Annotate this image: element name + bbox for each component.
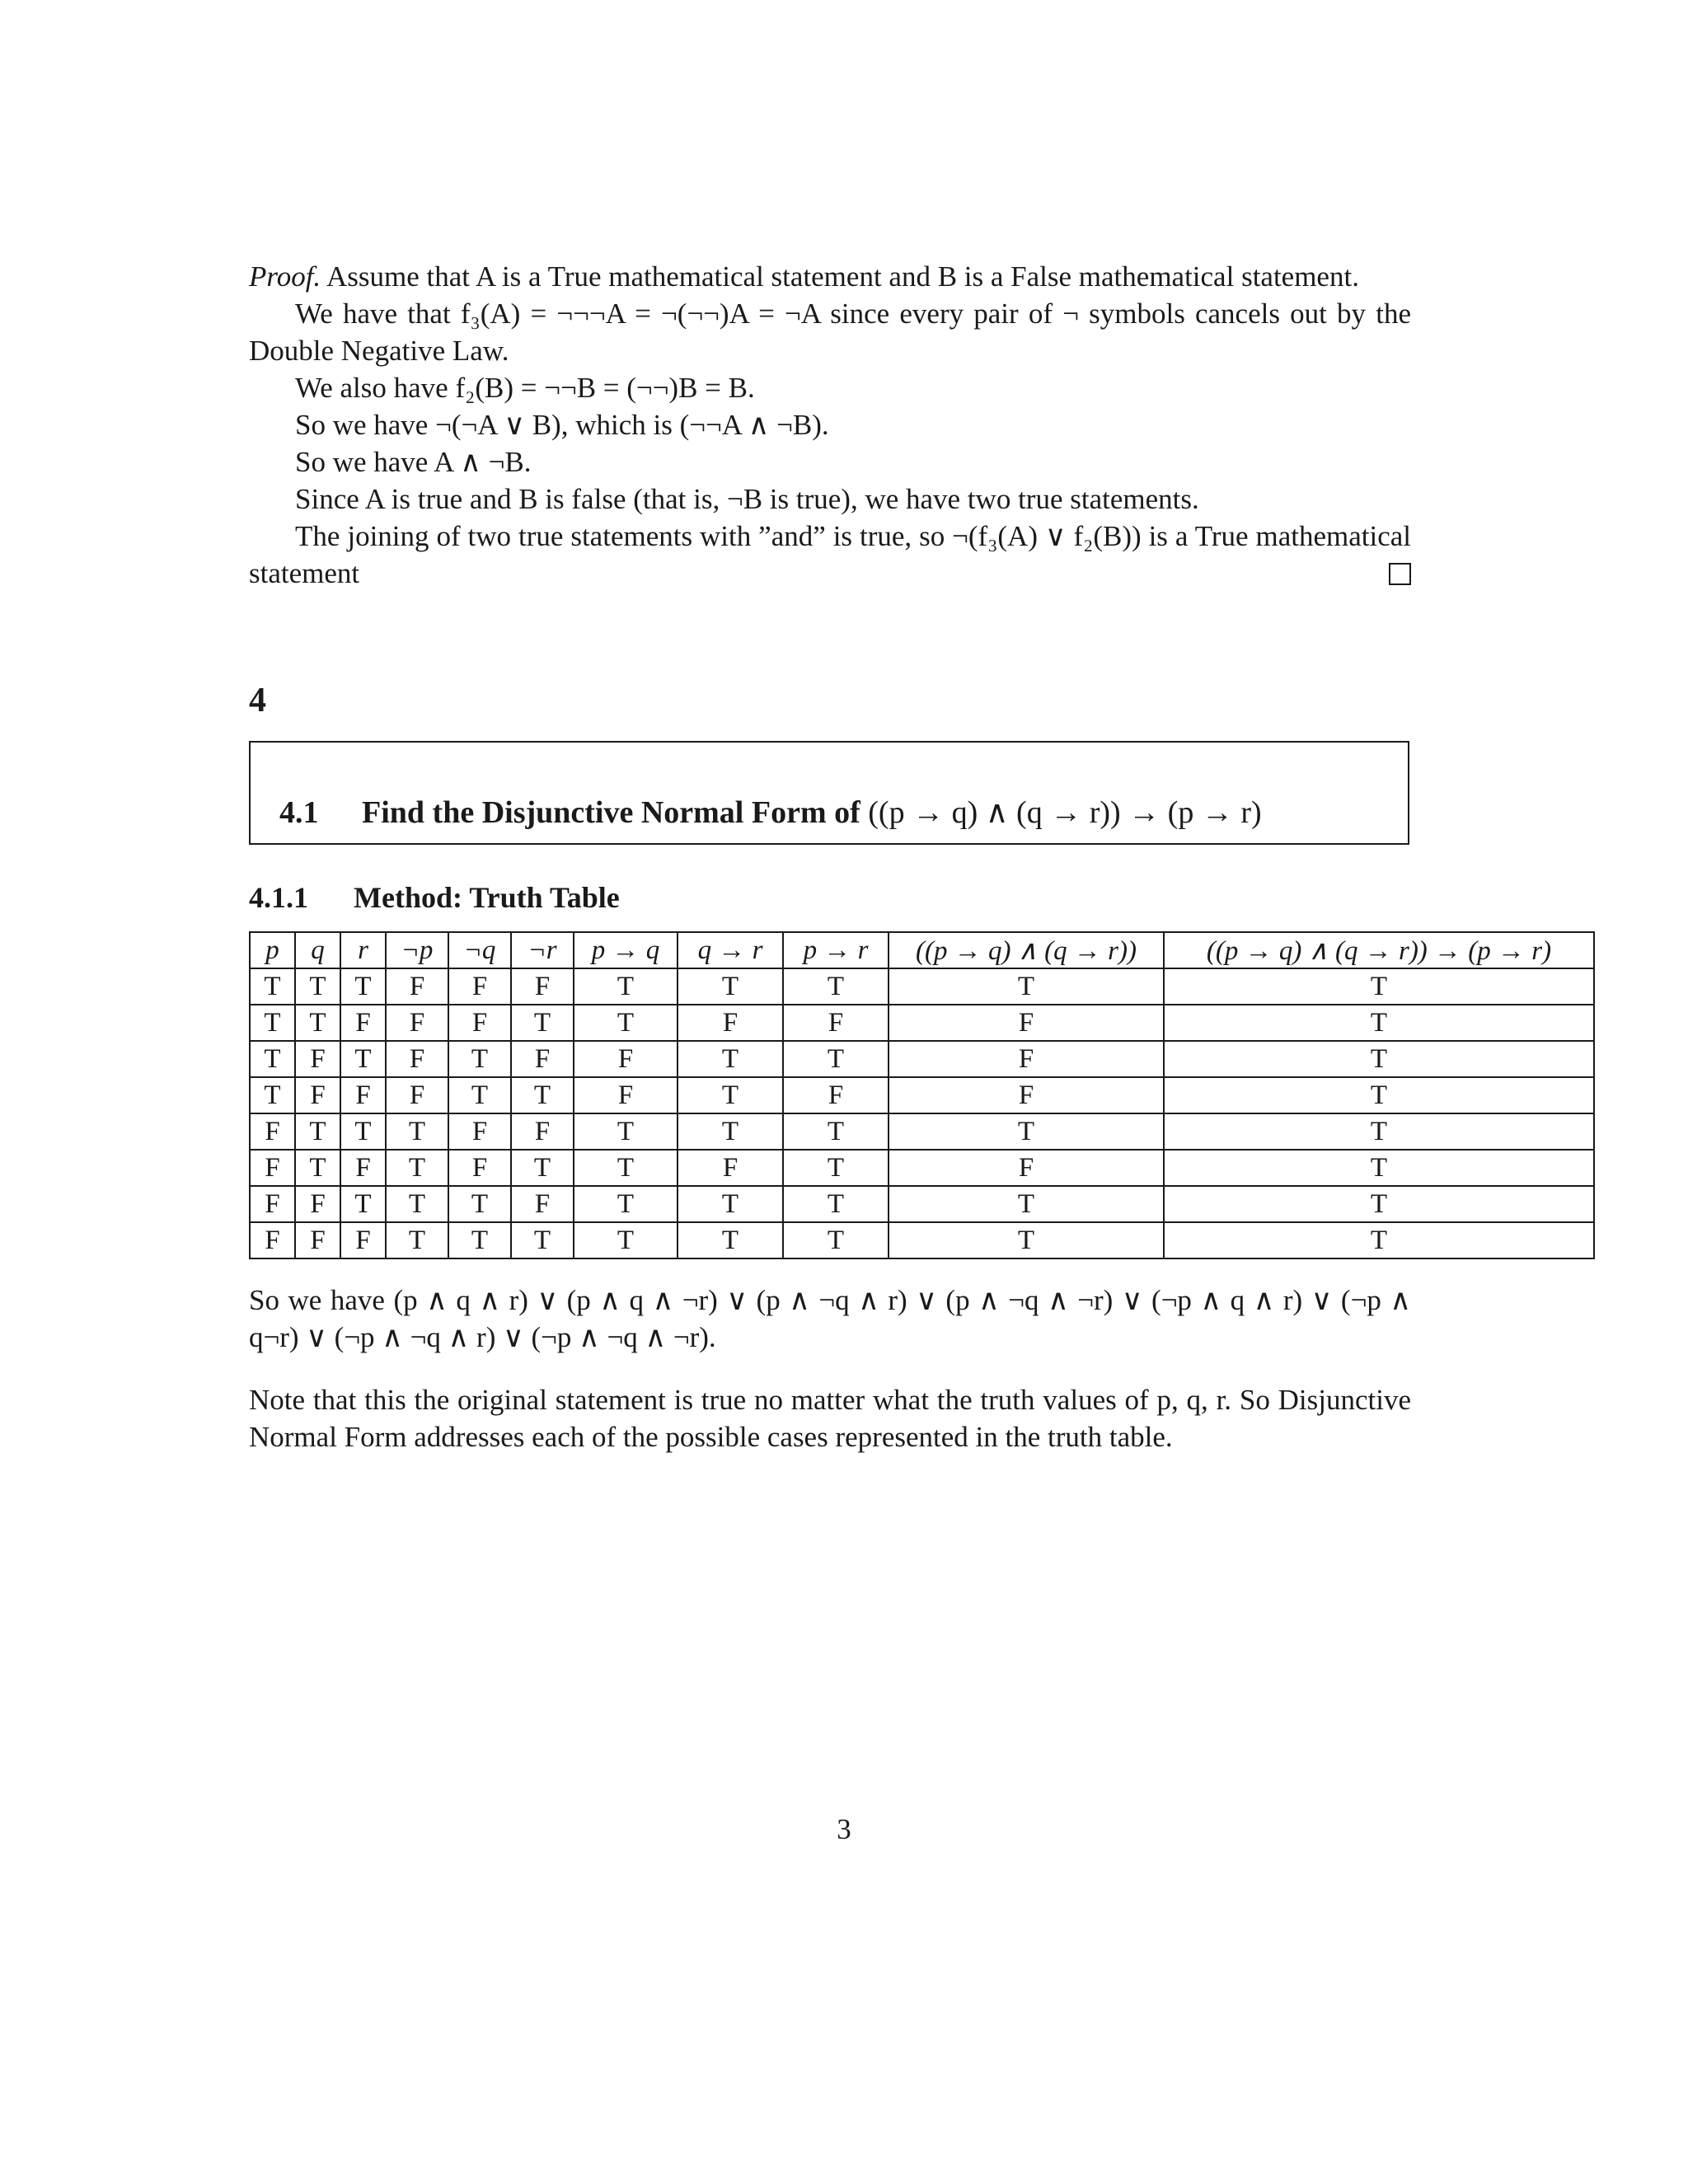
truth-table-cell: F [783,1005,889,1041]
proof-paragraph-6: Since A is true and B is false (that is, ¬B is true), we have two true statements. [295,483,1199,515]
truth-table-cell: F [448,968,511,1005]
truth-table-row [250,1005,1594,1041]
subsection-box [249,741,1409,845]
header-p-implies-q: p → q [574,932,678,968]
section-number: 4 [249,682,266,719]
truth-table-cell: F [250,1113,295,1150]
truth-table-cell: T [340,1186,386,1222]
truth-table-cell: T [678,1077,783,1113]
truth-table-cell: F [386,968,448,1005]
truth-table-cell: F [340,1005,386,1041]
truth-table-cell: T [783,1113,889,1150]
truth-table-cell: T [511,1005,574,1041]
header-r: r [340,932,386,968]
header-not-q: ¬q [448,932,511,968]
note-paragraph: Note that this the original statement is true no matter what the truth values of p, q, r. So Disjunctive Normal Form addresses each of the possible cases represented in the truth table. [249,1384,1411,1453]
truth-table-cell: F [511,968,574,1005]
truth-table-cell: T [448,1222,511,1258]
truth-table-cell: T [386,1150,448,1186]
truth-table-cell: T [783,1222,889,1258]
proof-label: Proof. [249,260,321,293]
truth-table-cell: F [678,1005,783,1041]
truth-table-cell: T [295,1150,340,1186]
truth-table-cell: T [511,1077,574,1113]
truth-table-cell: T [1164,1077,1594,1113]
truth-table-cell: T [511,1222,574,1258]
truth-table-cell: F [386,1005,448,1041]
truth-table-cell: F [250,1150,295,1186]
truth-table-cell: F [340,1222,386,1258]
header-q-implies-r: q → r [678,932,783,968]
truth-table-cell: T [386,1222,448,1258]
header-full-statement: ((p → q) ∧ (q → r)) → (p → r) [1164,932,1594,968]
truth-table-cell: T [678,1113,783,1150]
truth-table-cell: T [574,1150,678,1186]
proof-paragraph-2: We have that f₃(A) = ¬¬¬A = ¬(¬¬)A = ¬A since every pair of ¬ symbols cancels out by the Double Negative Law. [249,298,1411,367]
truth-table-cell: T [250,1041,295,1077]
header-p-implies-r: p → r [783,932,889,968]
truth-table-cell: T [295,1005,340,1041]
proof-paragraph-1 [249,258,1411,295]
truth-table-cell: F [783,1077,889,1113]
truth-table-cell: F [511,1186,574,1222]
truth-table-header-row [250,932,1594,968]
truth-table-cell: F [295,1222,340,1258]
truth-table-cell: F [250,1186,295,1222]
truth-table-cell: T [448,1041,511,1077]
truth-table-cell: T [1164,1005,1594,1041]
truth-table-cell: T [386,1113,448,1150]
truth-table-row [250,968,1594,1005]
truth-table-row [250,1041,1594,1077]
subsection-heading [279,794,1262,831]
truth-table-cell: T [1164,968,1594,1005]
truth-table-cell: T [574,1005,678,1041]
truth-table-cell: T [340,1041,386,1077]
truth-table-cell: T [889,1186,1164,1222]
truth-table-cell: T [448,1077,511,1113]
truth-table-cell: T [511,1150,574,1186]
truth-table-cell: F [250,1222,295,1258]
truth-table-cell: T [889,1113,1164,1150]
truth-table-cell: F [889,1005,1164,1041]
truth-table-cell: T [783,968,889,1005]
truth-table [249,931,1595,1259]
truth-table-cell: F [511,1113,574,1150]
truth-table-cell: T [574,1222,678,1258]
truth-table-cell: F [295,1186,340,1222]
proof-paragraph-4: So we have ¬(¬A ∨ B), which is (¬¬A ∧ ¬B). [295,409,829,441]
truth-table-cell: T [295,1113,340,1150]
truth-table-cell: F [448,1150,511,1186]
truth-table-cell: T [386,1186,448,1222]
truth-table-cell: T [783,1150,889,1186]
truth-table-cell: T [889,1222,1164,1258]
truth-table-cell: F [295,1077,340,1113]
truth-table-cell: T [783,1041,889,1077]
truth-table-cell: T [250,1005,295,1041]
truth-table-row [250,1150,1594,1186]
truth-table-cell: T [1164,1150,1594,1186]
truth-table-cell: F [574,1041,678,1077]
truth-table-cell: F [889,1077,1164,1113]
note-block [249,1381,1411,1455]
truth-table-cell: T [678,1222,783,1258]
truth-table-cell: F [678,1150,783,1186]
subsection-formula: ((p → q) ∧ (q → r)) → (p → r) [868,795,1262,830]
truth-table-cell: T [250,968,295,1005]
truth-table-cell: T [1164,1041,1594,1077]
header-conjunction: ((p → q) ∧ (q → r)) [889,932,1164,968]
truth-table-cell: T [1164,1186,1594,1222]
proof-line-1: Assume that A is a True mathematical statement and B is a False mathematical statement. [326,260,1359,293]
subsubsection-number: 4.1.1 [249,881,308,914]
truth-table-cell: T [574,1113,678,1150]
truth-table-cell: T [340,1113,386,1150]
truth-table-cell: T [783,1186,889,1222]
truth-table-cell: F [448,1113,511,1150]
header-not-r: ¬r [511,932,574,968]
truth-table-cell: T [340,968,386,1005]
dnf-block [249,1282,1411,1356]
truth-table-cell: T [250,1077,295,1113]
truth-table-cell: T [1164,1222,1594,1258]
proof-paragraph-3: We also have f₂(B) = ¬¬B = (¬¬)B = B. [295,372,755,404]
proof-block [249,258,1411,592]
truth-table-cell: T [1164,1113,1594,1150]
page-number: 3 [837,1813,851,1845]
truth-table-cell: T [448,1186,511,1222]
header-not-p: ¬p [386,932,448,968]
truth-table-cell: F [574,1077,678,1113]
subsubsection-title: Method: Truth Table [354,881,620,914]
truth-table-row [250,1113,1594,1150]
subsubsection-heading [249,880,620,915]
truth-table-cell: F [889,1041,1164,1077]
proof-paragraph-7: The joining of two true statements with ”and” is true, so ¬(f₃(A) ∨ f₂(B)) is a True mathematical statement [249,520,1411,589]
subsection-number: 4.1 [279,795,319,830]
truth-table-cell: F [448,1005,511,1041]
truth-table-cell: T [574,968,678,1005]
header-p: p [250,932,295,968]
truth-table-cell: T [678,1186,783,1222]
truth-table-row [250,1222,1594,1258]
truth-table-cell: T [889,968,1164,1005]
qed-square-icon [1389,563,1411,585]
header-q: q [295,932,340,968]
truth-table-cell: F [295,1041,340,1077]
truth-table-cell: F [340,1150,386,1186]
subsection-title: Find the Disjunctive Normal Form of [362,795,860,830]
proof-paragraph-5: So we have A ∧ ¬B. [295,446,532,478]
truth-table-cell: T [678,968,783,1005]
truth-table-cell: F [386,1077,448,1113]
truth-table-cell: F [511,1041,574,1077]
truth-table-cell: F [386,1041,448,1077]
truth-table-cell: T [295,968,340,1005]
truth-table-cell: F [889,1150,1164,1186]
dnf-paragraph: So we have (p ∧ q ∧ r) ∨ (p ∧ q ∧ ¬r) ∨ (p ∧ ¬q ∧ r) ∨ (p ∧ ¬q ∧ ¬r) ∨ (¬p ∧ q ∧ r) ∨ (¬p ∧ q¬r) ∨ (¬p ∧ ¬q ∧ r) ∨ (¬p ∧ ¬q ∧ ¬r). [249,1284,1411,1353]
truth-table-cell: F [340,1077,386,1113]
truth-table-row [250,1186,1594,1222]
truth-table-row [250,1077,1594,1113]
truth-table-cell: T [574,1186,678,1222]
truth-table-cell: T [678,1041,783,1077]
